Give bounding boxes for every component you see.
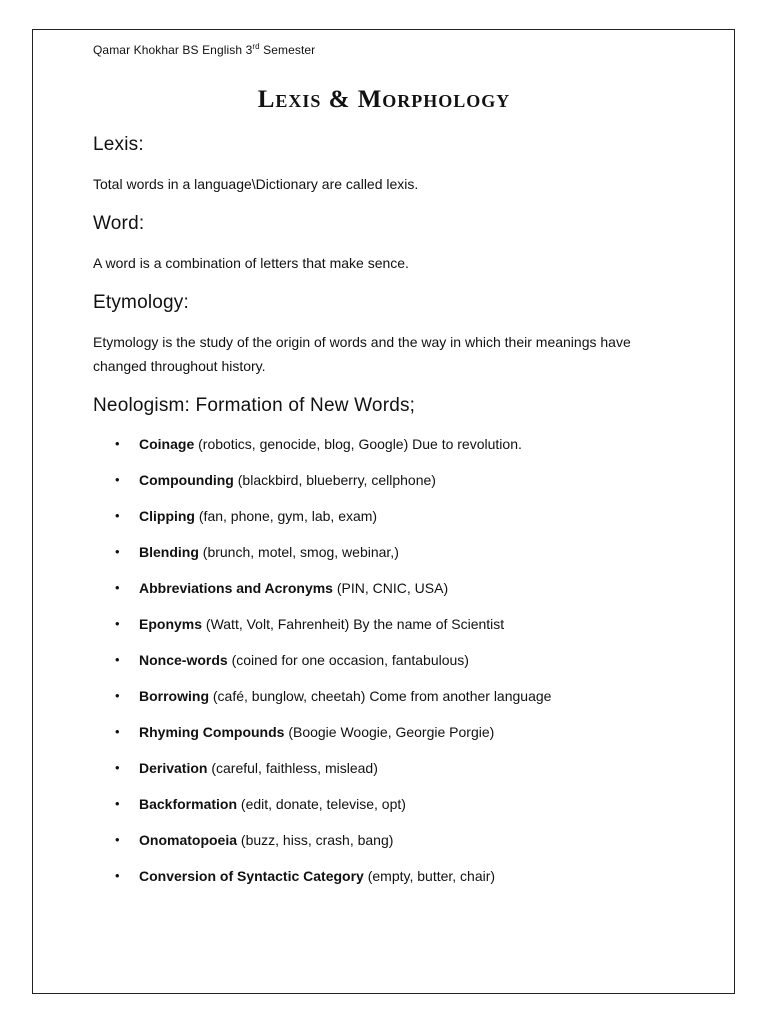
header-semester: Semester xyxy=(259,43,316,57)
bullet-icon: • xyxy=(115,796,120,811)
list-item-examples: (careful, faithless, mislead) xyxy=(207,760,378,776)
list-item-term: Eponyms xyxy=(139,616,203,632)
list-item xyxy=(93,684,693,720)
list-item-examples: (coined for one occasion, fantabulous) xyxy=(227,652,469,668)
list-item xyxy=(93,612,693,648)
lexis-heading: Lexis: xyxy=(93,134,144,155)
list-item xyxy=(93,432,693,468)
list-item-examples: (Boogie Woogie, Georgie Porgie) xyxy=(284,724,495,740)
bullet-icon: • xyxy=(115,724,120,739)
word-definition: A word is a combination of letters that make sence. xyxy=(93,255,409,271)
list-item-examples: (café, bunglow, cheetah) Come from another language xyxy=(209,688,552,704)
list-item xyxy=(93,828,693,864)
bullet-icon: • xyxy=(115,580,120,595)
document-header xyxy=(93,43,315,57)
bullet-icon: • xyxy=(115,652,120,667)
bullet-icon: • xyxy=(115,436,120,451)
etymology-heading: Etymology: xyxy=(93,292,189,313)
list-item-term: Rhyming Compounds xyxy=(139,724,285,740)
list-item-examples: (brunch, motel, smog, webinar,) xyxy=(198,544,399,560)
list-item-term: Abbreviations and Acronyms xyxy=(139,580,333,596)
list-item-term: Derivation xyxy=(139,760,208,776)
list-item-term: Nonce-words xyxy=(139,652,228,668)
list-item-term: Compounding xyxy=(139,472,234,488)
header-author-course: Qamar Khokhar BS English 3 xyxy=(93,43,253,57)
list-item-term: Backformation xyxy=(139,796,238,812)
word-heading: Word: xyxy=(93,213,145,234)
list-item-term: Clipping xyxy=(139,508,195,524)
etymology-definition: Etymology is the study of the origin of words and the way in which their meanings have changed throughout history. xyxy=(93,334,631,374)
bullet-icon: • xyxy=(115,508,120,523)
bullet-icon: • xyxy=(115,868,120,883)
document-title: Lexis & Morphology xyxy=(257,86,511,113)
list-item-examples: (edit, donate, televise, opt) xyxy=(237,796,406,812)
list-item-term: Conversion of Syntactic Category xyxy=(139,868,364,884)
list-item-term: Coinage xyxy=(139,436,195,452)
header-ordinal-suffix: rd xyxy=(252,42,260,51)
list-item-examples: (buzz, hiss, crash, bang) xyxy=(237,832,394,848)
list-item-examples: (blackbird, blueberry, cellphone) xyxy=(233,472,436,488)
neologism-heading: Neologism: Formation of New Words; xyxy=(93,395,416,416)
list-item-examples: (robotics, genocide, blog, Google) Due to revolution. xyxy=(194,436,522,452)
bullet-icon: • xyxy=(115,832,120,847)
bullet-icon: • xyxy=(115,544,120,559)
list-item-examples: (PIN, CNIC, USA) xyxy=(332,580,449,596)
list-item xyxy=(93,756,693,792)
list-item-examples: (empty, butter, chair) xyxy=(363,868,496,884)
word-formation-list xyxy=(93,432,693,900)
list-item-term: Blending xyxy=(139,544,199,560)
list-item xyxy=(93,468,693,504)
list-item xyxy=(93,720,693,756)
bullet-icon: • xyxy=(115,472,120,487)
bullet-icon: • xyxy=(115,616,120,631)
list-item xyxy=(93,864,693,900)
lexis-definition: Total words in a language\Dictionary are called lexis. xyxy=(93,176,419,192)
list-item xyxy=(93,540,693,576)
list-item-examples: (fan, phone, gym, lab, exam) xyxy=(195,508,378,524)
list-item-term: Onomatopoeia xyxy=(139,832,238,848)
list-item-examples: (Watt, Volt, Fahrenheit) By the name of Scientist xyxy=(202,616,505,632)
bullet-icon: • xyxy=(115,688,120,703)
list-item xyxy=(93,792,693,828)
list-item xyxy=(93,504,693,540)
bullet-icon: • xyxy=(115,760,120,775)
list-item-term: Borrowing xyxy=(139,688,209,704)
list-item xyxy=(93,648,693,684)
list-item xyxy=(93,576,693,612)
